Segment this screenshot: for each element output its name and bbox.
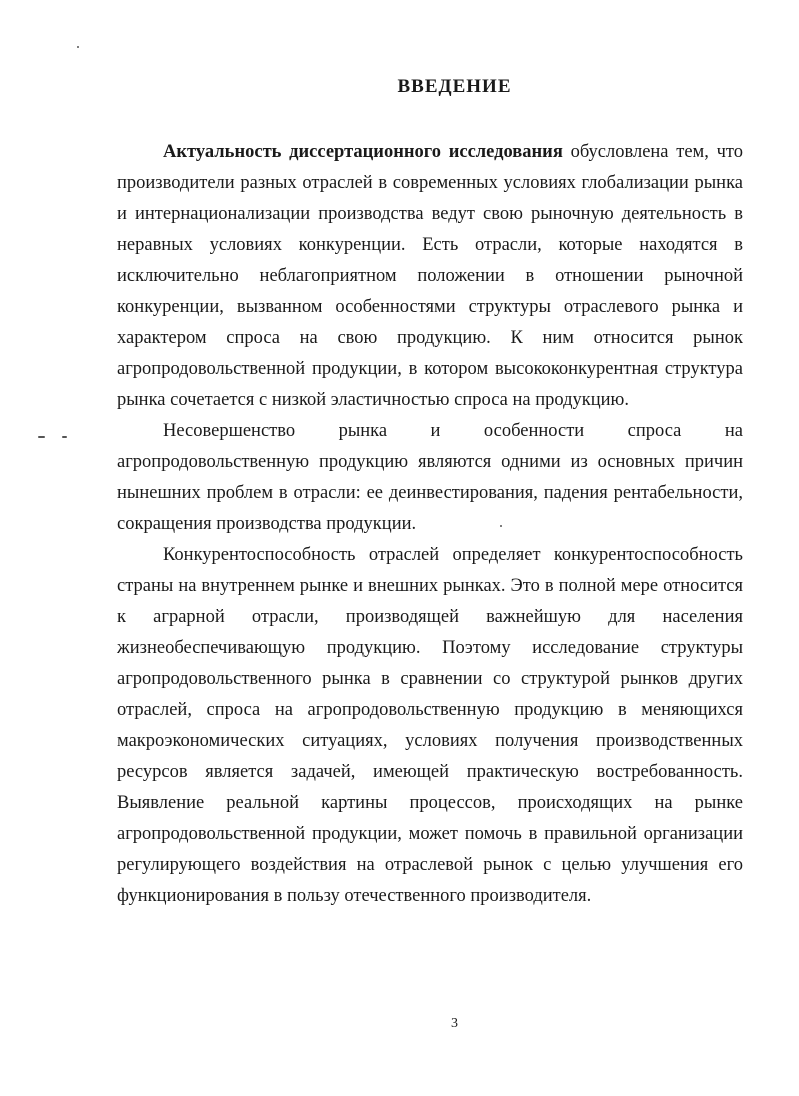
scan-speck bbox=[38, 436, 45, 438]
paragraph-2 bbox=[117, 416, 743, 540]
paragraph-2-text: Несовершенство рынка и особенности спроса на агропродовольственную продукцию являются одними из основных причин нынешних проблем в отрасли: ее деинвестирования, падения рентабельности, сокращения производства продукции. bbox=[117, 421, 743, 534]
body-text bbox=[117, 137, 743, 912]
paragraph-1-text: обусловлена тем, что производители разных отраслей в современных условиях глобализации рынка и интернационализации производства ведут свою рыночную деятельность в неравных условиях конкуренции. Есть отрасли, которые находятся в исключительно неблагоприятном положении в отношении рыночной конкуренции, вызванном особенностями структуры отраслевого рынка и характером спроса на свою продукцию. К ним относится рынок агропродовольственной продукции, в котором высококонкурентная структура рынка сочетается с низкой эластичностью спроса на продукцию. bbox=[117, 142, 743, 410]
paragraph-1-lead: Актуальность диссертационного исследования bbox=[163, 142, 563, 162]
paragraph-1 bbox=[117, 137, 743, 416]
paragraph-3 bbox=[117, 540, 743, 912]
paragraph-3-text: Конкурентоспособность отраслей определяет конкурентоспособность страны на внутреннем рынке и внешних рынках. Это в полной мере относится к аграрной отрасли, производящей важнейшую для населения жизнеобеспечивающую продукцию. Поэтому исследование структуры агропродовольственного рынка в сравнении со структурой рынков других отраслей, спроса на агропродовольственную продукцию в меняющихся макроэкономических ситуациях, условиях получения производственных ресурсов является задачей, имеющей практическую востребованность. Выявление реальной картины процессов, происходящих на рынке агропродовольственной продукции, может помочь в правильной организации регулирующего воздействия на отраслевой рынок с целью улучшения его функционирования в пользу отечественного производителя. bbox=[117, 545, 743, 906]
scan-speck bbox=[77, 46, 79, 48]
page-title: ВВЕДЕНИЕ bbox=[397, 76, 512, 97]
scan-speck bbox=[62, 436, 67, 438]
page-number: 3 bbox=[451, 1016, 458, 1031]
